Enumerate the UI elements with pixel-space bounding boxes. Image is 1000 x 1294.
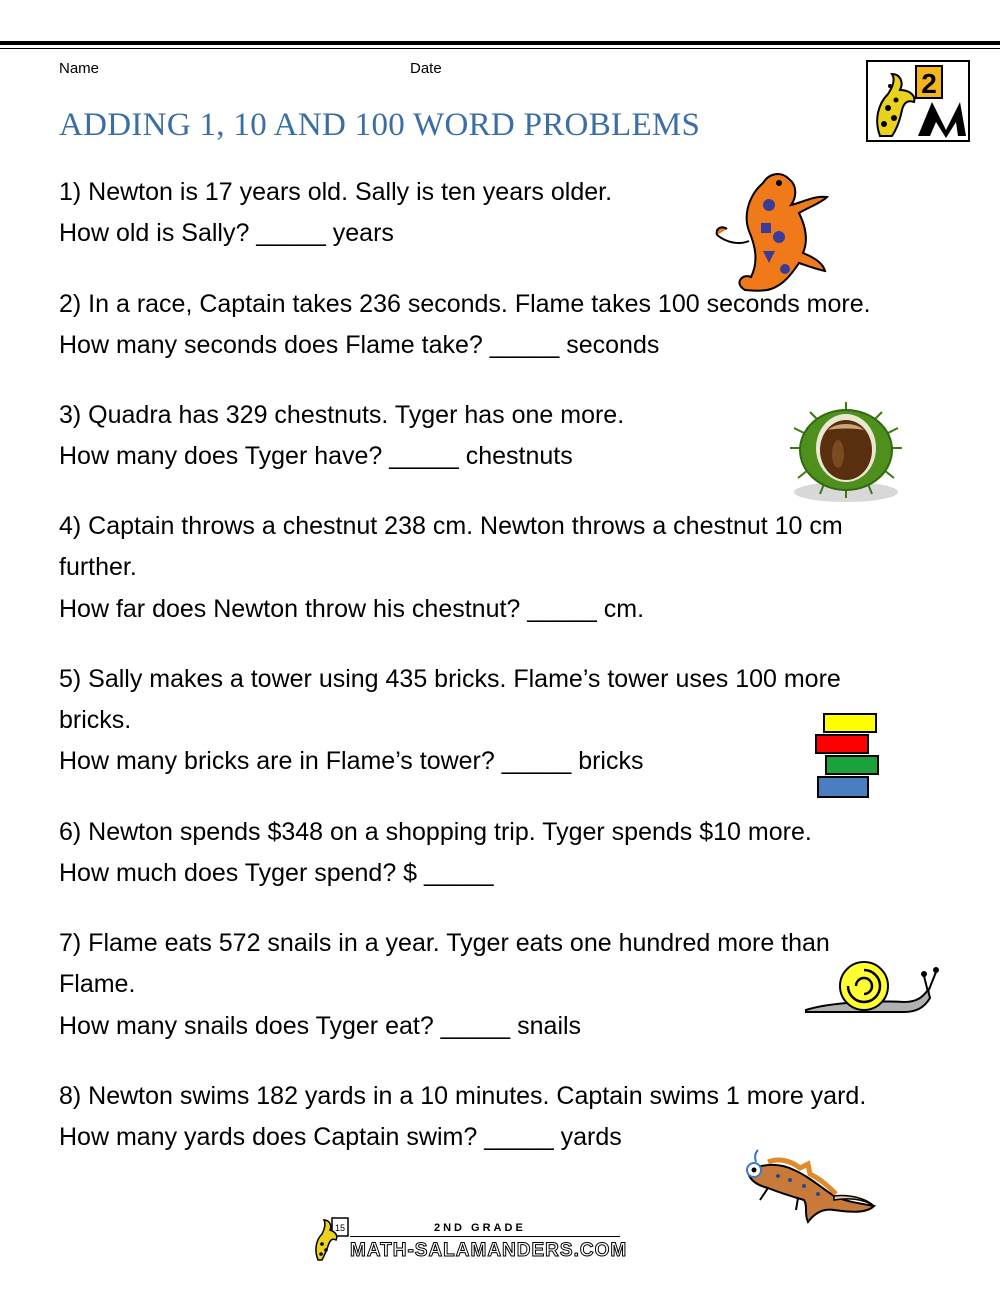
problem-7-line-3: How many snails does Tyger eat? _____ snails (59, 1012, 582, 1040)
top-rule-thin (0, 48, 1000, 49)
footer-logo-digit: 15 (334, 1223, 346, 1233)
problem-2-line-2: How many seconds does Flame take? _____ seconds (59, 331, 660, 359)
top-rule-thick (0, 41, 1000, 45)
problem-6-line-1: 6) Newton spends $348 on a shopping trip. Tyger spends $10 more. (59, 818, 812, 846)
bricks-tower-icon (814, 712, 880, 800)
problem-5-line-3: How many bricks are in Flame’s tower? _____ bricks (59, 747, 644, 775)
header-logo-digit: 2 (921, 68, 937, 99)
problem-1-line-2: How old is Sally? _____ years (59, 219, 394, 247)
problem-2-line-1: 2) In a race, Captain takes 236 seconds. Flame takes 100 seconds more. (59, 290, 871, 318)
problem-5-line-2: bricks. (59, 706, 132, 734)
name-label: Name (59, 60, 100, 77)
footer-site-label: MATH-SALAMANDERS.COM (350, 1240, 628, 1261)
snail-icon (804, 958, 946, 1016)
problem-4-line-1: 4) Captain throws a chestnut 238 cm. Newton throws a chestnut 10 cm (59, 512, 843, 540)
footer-logo-icon (312, 1216, 352, 1262)
problem-7-line-1: 7) Flame eats 572 snails in a year. Tyger eats one hundred more than (59, 929, 830, 957)
problem-8-line-2: How many yards does Captain swim? _____ yards (59, 1123, 622, 1151)
problem-3-line-1: 3) Quadra has 329 chestnuts. Tyger has one more. (59, 401, 625, 429)
problem-1-line-1: 1) Newton is 17 years old. Sally is ten years older. (59, 178, 613, 206)
chestnut-icon (780, 398, 912, 506)
swimming-salamander-icon (738, 1148, 878, 1228)
problem-8-line-1: 8) Newton swims 182 yards in a 10 minutes. Captain swims 1 more yard. (59, 1082, 867, 1110)
problem-4-line-2: further. (59, 553, 137, 581)
footer-grade-label: 2ND GRADE (434, 1222, 526, 1234)
problem-6-line-2: How much does Tyger spend? $ _____ (59, 859, 494, 887)
date-label: Date (410, 60, 442, 77)
footer-rule (350, 1236, 620, 1237)
orange-salamander-icon (705, 165, 835, 295)
problem-5-line-1: 5) Sally makes a tower using 435 bricks. Flame’s tower uses 100 more (59, 665, 841, 693)
header-logo-icon (866, 60, 970, 142)
problem-4-line-3: How far does Newton throw his chestnut? _____ cm. (59, 595, 645, 623)
page-title: ADDING 1, 10 AND 100 WORD PROBLEMS (59, 107, 701, 143)
problem-3-line-2: How many does Tyger have? _____ chestnuts (59, 442, 573, 470)
problem-7-line-2: Flame. (59, 970, 136, 998)
